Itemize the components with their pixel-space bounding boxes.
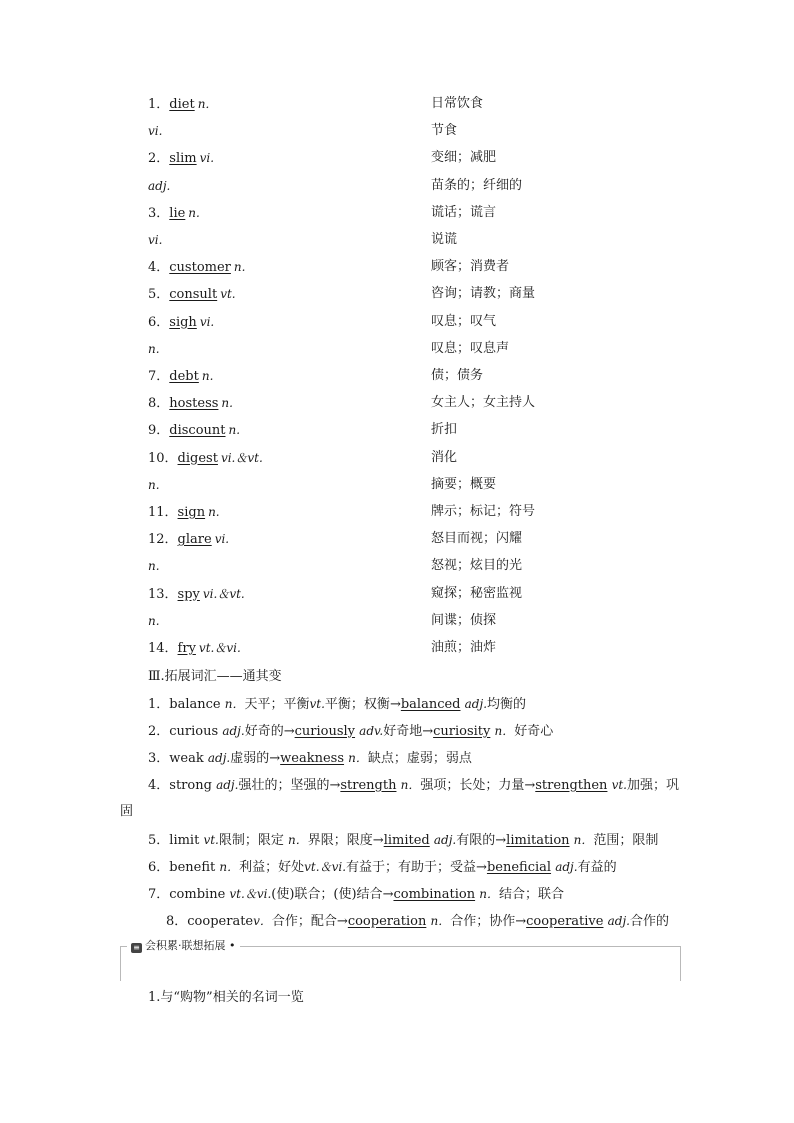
- vocab-part-of-speech: n.: [221, 396, 233, 411]
- vocab-meaning: 怒目而视；闪耀: [431, 531, 523, 547]
- vocab-term: [148, 557, 160, 576]
- extension-item-4: 4．strong adj.强壮的；坚强的→strength n．强项；长处；力量→strengthen vt.加强；巩: [148, 778, 680, 793]
- vocab-word: slim: [169, 151, 197, 167]
- vocab-word: sigh: [169, 314, 197, 330]
- vocab-meaning: 窥探；秘密监视: [431, 585, 523, 601]
- vocab-word: consult: [169, 287, 218, 303]
- vocab-row: [0, 95, 794, 122]
- answer-limitation: limitation: [506, 833, 570, 848]
- vocab-row: [0, 557, 794, 584]
- accumulation-panel: [120, 939, 681, 981]
- vocab-word: diet: [169, 97, 195, 112]
- vocab-meaning: 叹息；叹气: [431, 313, 497, 329]
- answer-cooperation: cooperation: [347, 914, 427, 929]
- answer-strengthen: strengthen: [535, 778, 608, 793]
- bottom-heading: 1.与“购物”相关的名词一览: [148, 990, 304, 1005]
- vocab-meaning: 叹息；叹息声: [431, 340, 510, 356]
- vocab-word: hostess: [169, 396, 219, 412]
- vocab-meaning: 消化: [431, 449, 458, 465]
- vocab-meaning: 咨询；请教；商量: [431, 286, 536, 302]
- vocab-part-of-speech: n.: [148, 613, 160, 628]
- answer-balanced: balanced: [400, 697, 461, 712]
- vocab-row: [0, 340, 794, 367]
- vocab-number: 4．: [148, 260, 170, 276]
- vocab-number: 13．: [148, 586, 178, 602]
- vocab-part-of-speech: vi.: [214, 532, 230, 547]
- vocab-term: [148, 367, 213, 386]
- vocab-number: 14．: [148, 641, 178, 656]
- vocab-word: fry: [177, 641, 196, 656]
- vocab-row: [0, 231, 794, 258]
- vocab-row: [0, 449, 794, 476]
- vocab-row: [0, 503, 794, 530]
- vocab-part-of-speech: vt.: [220, 287, 236, 302]
- vocab-meaning: 说谎: [431, 232, 458, 247]
- vocab-row: [0, 177, 794, 204]
- vocab-meaning: 牌示；标记；符号: [431, 504, 536, 519]
- vocab-part-of-speech: n.: [208, 505, 220, 519]
- vocab-row: [0, 204, 794, 231]
- vocab-term: [148, 612, 160, 631]
- answer-curiosity: curiosity: [433, 724, 491, 739]
- extension-item-3: 3．weak adj.虚弱的→weakness n．缺点；虚弱；弱点: [148, 751, 472, 766]
- vocab-part-of-speech: n.: [201, 369, 214, 383]
- vocab-term: [148, 313, 214, 332]
- vocab-term: [148, 639, 241, 658]
- vocab-meaning: 谎话；谎言: [431, 204, 497, 220]
- vocab-row: [0, 639, 794, 666]
- vocab-part-of-speech: n.: [148, 559, 160, 574]
- vocab-row: [0, 122, 794, 149]
- vocab-row: [0, 367, 794, 394]
- vocab-part-of-speech: n.: [228, 423, 241, 438]
- vocab-number: 10．: [148, 450, 178, 466]
- panel-title: 会积累·联想拓展: [145, 939, 226, 952]
- vocab-term: [148, 204, 200, 223]
- vocab-part-of-speech: adj.: [148, 178, 171, 193]
- vocab-meaning: 苗条的；纤细的: [431, 177, 523, 193]
- vocab-part-of-speech: n.: [233, 260, 246, 275]
- vocab-number: 6．: [148, 314, 170, 330]
- vocab-part-of-speech: vt.＆vi.: [198, 641, 241, 655]
- vocab-word: lie: [169, 205, 186, 221]
- vocab-part-of-speech: vi.＆vt.: [220, 450, 263, 465]
- vocab-part-of-speech: vi.: [199, 314, 215, 329]
- vocab-row: [0, 421, 794, 448]
- vocab-term: [148, 449, 263, 468]
- vocab-number: 12．: [148, 532, 178, 548]
- vocab-row: [0, 258, 794, 285]
- answer-curiously: curiously: [294, 724, 356, 739]
- vocab-part-of-speech: vi.: [199, 151, 215, 166]
- vocab-row: [0, 476, 794, 503]
- vocab-part-of-speech: n.: [188, 205, 200, 220]
- vocab-number: 5．: [148, 287, 170, 303]
- vocab-row: [0, 394, 794, 421]
- vocab-number: 2．: [148, 151, 170, 167]
- wrapped-text: 固: [120, 804, 134, 819]
- panel-tab: ≡ 会积累·联想拓展 •: [127, 938, 240, 954]
- vocab-number: 8．: [148, 396, 170, 412]
- vocab-part-of-speech: vi.: [148, 233, 163, 247]
- vocab-word: spy: [177, 586, 200, 602]
- vocab-meaning: 节食: [431, 123, 458, 139]
- vocab-term: [148, 95, 217, 114]
- vocab-row: [0, 585, 794, 612]
- vocab-word: customer: [169, 260, 231, 276]
- vocab-meaning: 怒视；炫目的光: [431, 558, 523, 574]
- vocab-word: discount: [169, 423, 226, 439]
- vocab-term: [148, 585, 245, 604]
- vocab-word: debt: [169, 369, 199, 384]
- answer-combination: combination: [393, 887, 476, 902]
- vocab-number: 11．: [148, 505, 178, 520]
- vocab-meaning: 顾客；消费者: [431, 259, 510, 275]
- vocab-number: 9．: [148, 423, 170, 439]
- list-icon: ≡: [131, 943, 142, 953]
- vocab-term: [148, 503, 220, 522]
- vocab-term: [148, 285, 236, 304]
- vocab-part-of-speech: n．: [197, 97, 218, 111]
- vocab-term: [148, 149, 214, 168]
- vocab-meaning: 变细；减肥: [431, 150, 497, 166]
- vocab-word: glare: [177, 532, 212, 548]
- vocab-number: 1．: [148, 97, 170, 112]
- vocab-term: [148, 231, 162, 250]
- vocab-part-of-speech: vi.: [148, 124, 163, 139]
- extension-item-5: 5．limit vt.限制；限定 n．界限；限度→limited adj.有限的→limitation n．范围；限制: [148, 833, 659, 848]
- vocab-term: [148, 340, 160, 359]
- vocab-row: [0, 149, 794, 176]
- extension-item-7: 7．combine vt.＆vi.(使)联合；(使)结合→combination n．结合；联合: [148, 887, 564, 902]
- vocab-word: sign: [177, 505, 206, 520]
- vocab-term: [148, 530, 229, 549]
- extension-item-2: 2．curious adj.好奇的→curiously adv.好奇地→curiosity n．好奇心: [148, 724, 554, 739]
- extension-item-1: 1．balance n．天平；平衡vt.平衡；权衡→balanced adj.均衡的: [148, 697, 527, 712]
- vocab-meaning: 女主人；女主持人: [431, 395, 536, 411]
- vocab-meaning: 折扣: [431, 422, 458, 438]
- vocab-term: [148, 122, 162, 141]
- answer-beneficial: beneficial: [486, 860, 552, 875]
- vocab-number: 3．: [148, 205, 170, 221]
- vocab-row: [0, 612, 794, 639]
- vocab-part-of-speech: n.: [148, 341, 160, 356]
- vocab-word: digest: [177, 450, 218, 466]
- vocab-row: [0, 313, 794, 340]
- vocab-meaning: 日常饮食: [431, 96, 484, 111]
- vocab-row: [0, 285, 794, 312]
- vocab-meaning: 债；债务: [431, 368, 484, 383]
- answer-limited: limited: [383, 833, 430, 848]
- extension-item-8: 8．cooperatev．合作；配合→cooperation n．合作；协作→cooperative adj.合作的: [166, 914, 669, 929]
- answer-cooperative: cooperative: [526, 914, 604, 929]
- vocab-meaning: 油煎；油炸: [431, 640, 497, 655]
- vocab-term: [148, 177, 170, 196]
- section-title: Ⅲ.拓展词汇——通其变: [148, 669, 282, 684]
- vocab-row: [0, 530, 794, 557]
- vocab-term: [148, 476, 160, 495]
- vocab-term: [148, 394, 233, 413]
- extension-item-6: 6．benefit n．利益；好处vt.＆vi.有益于；有助于；受益→beneficial adj.有益的: [148, 860, 617, 875]
- vocab-meaning: 摘要；概要: [431, 476, 497, 492]
- vocab-term: [148, 258, 245, 277]
- vocab-part-of-speech: n.: [148, 477, 160, 492]
- vocab-number: 7．: [148, 369, 170, 384]
- vocab-term: [148, 421, 240, 440]
- vocab-part-of-speech: vi.＆vt.: [202, 586, 245, 601]
- answer-strength: strength: [340, 778, 397, 793]
- vocab-meaning: 间谍；侦探: [431, 612, 497, 628]
- answer-weakness: weakness: [280, 751, 345, 766]
